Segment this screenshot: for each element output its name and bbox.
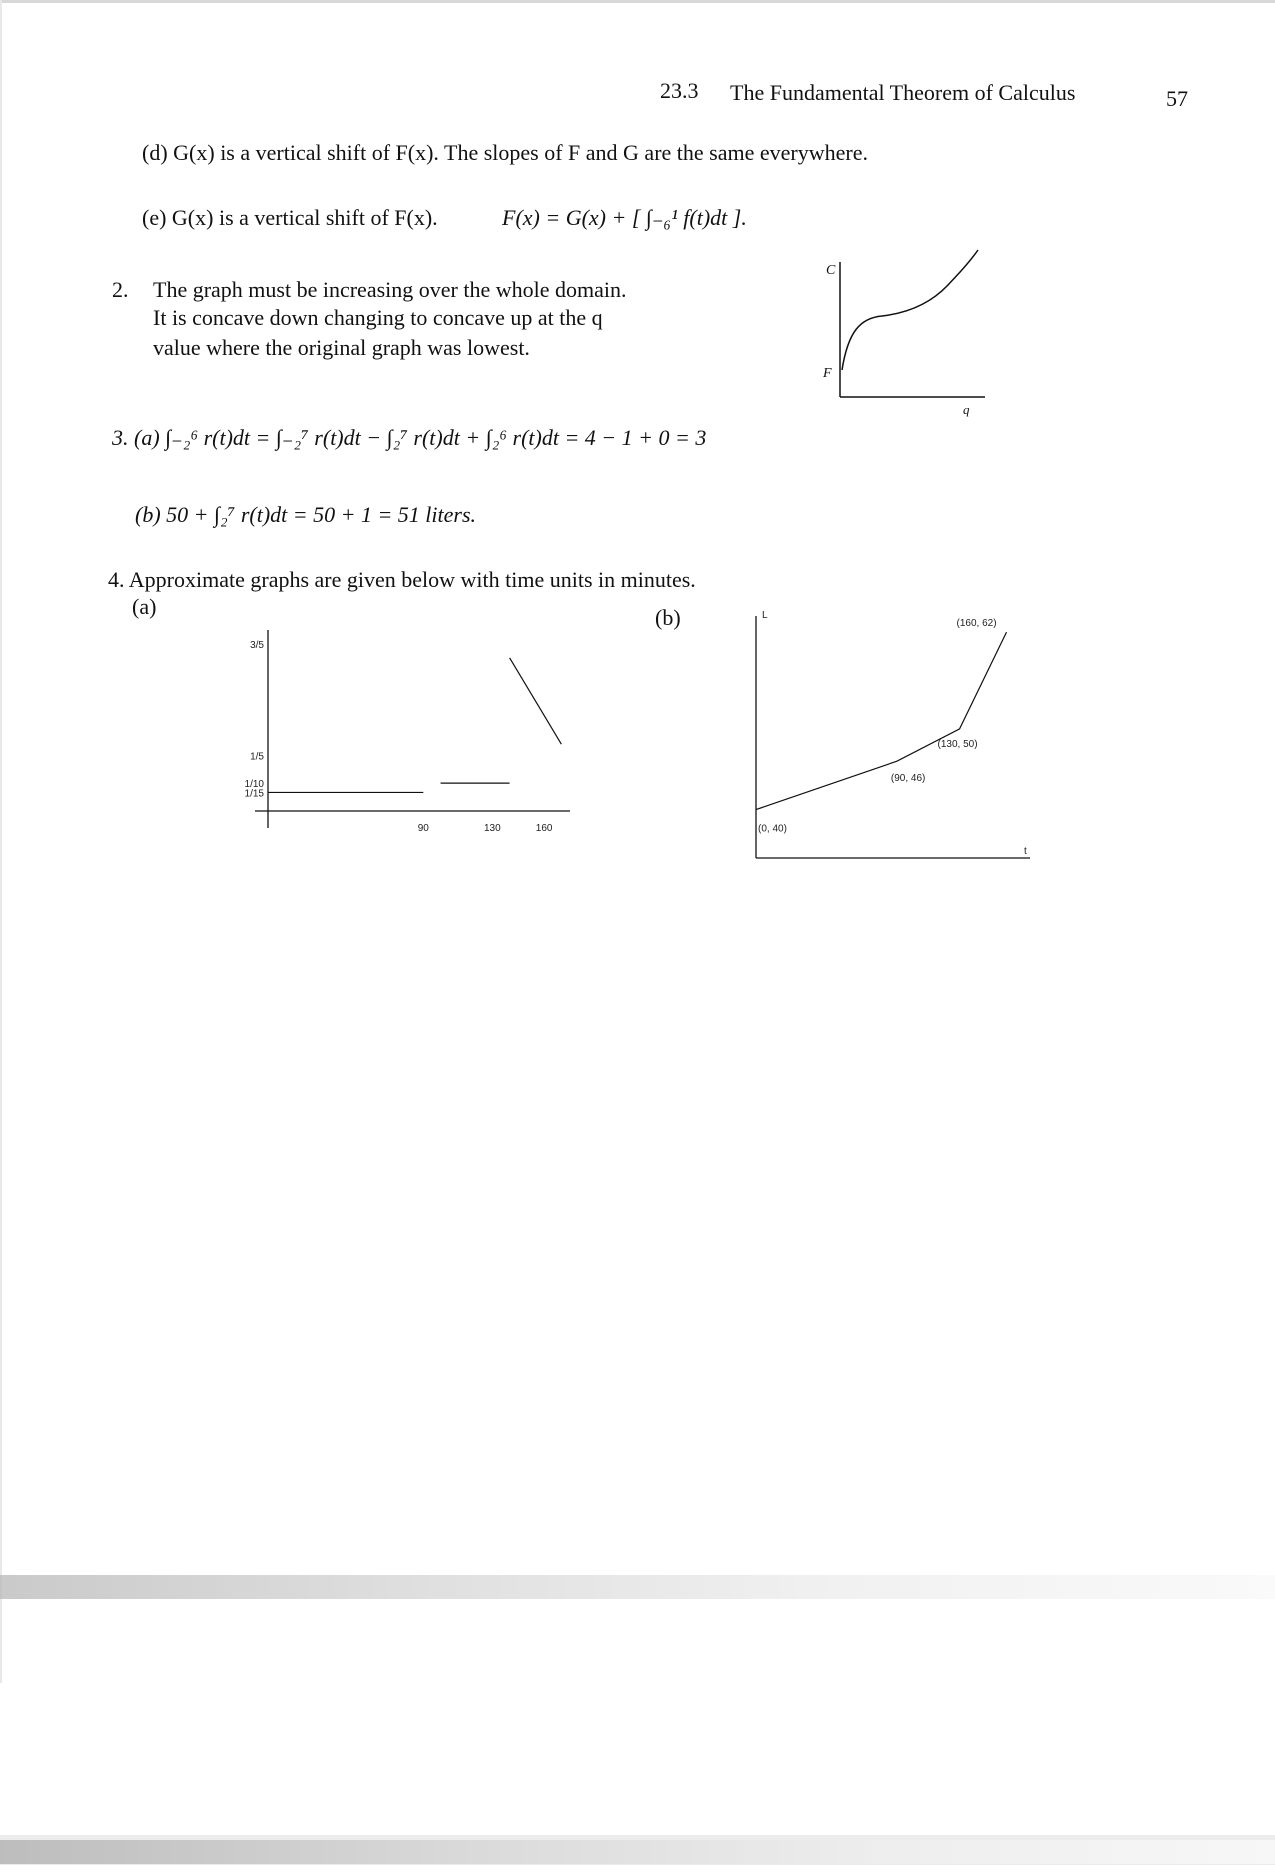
item3-b: (b) 50 + ∫₂⁷ r(t)dt = 50 + 1 = 51 liters. (135, 502, 477, 527)
page-title: The Fundamental Theorem of Calculus (730, 80, 1076, 105)
item4-a-label: (a) (132, 594, 157, 619)
item2-curve (842, 250, 978, 370)
item2-line2: It is concave down changing to concave up at the q (153, 305, 603, 330)
chart-a-y-tick-label: 1/5 (250, 751, 264, 763)
section-number: 23.3 (660, 78, 699, 103)
scan-top-edge (0, 0, 1275, 3)
chart-a-y-tick-label: 3/5 (250, 639, 264, 651)
scan-left-edge (0, 0, 2, 1683)
item1-d: (d) G(x) is a vertical shift of F(x). The slopes of F and G are the same everywhere. (142, 140, 868, 165)
chart-a-x-tick-label: 90 (417, 823, 429, 834)
chart-b-point-label: (0, 40) (758, 823, 787, 835)
item1-e-formula: F(x) = G(x) + [ ∫₋₆¹ f(t)dt ]. (502, 205, 747, 230)
chart-b-point-label: (90, 46) (890, 773, 926, 785)
bottom-scan-noise (0, 1575, 1275, 1599)
chart-a (240, 615, 590, 835)
item2-label-f: F (823, 366, 832, 381)
chart-b-point-label: (130, 50) (937, 738, 978, 750)
chart-a-y-tick-label: 1/15 (244, 788, 264, 800)
chart-b-x-axis-label: t (1024, 846, 1027, 857)
chart-a-series-3 (510, 658, 562, 744)
chart-b (750, 608, 1050, 878)
chart-a-y-tick-label: 1/10 (244, 779, 264, 791)
chart-a-x-tick-label: 160 (535, 823, 553, 834)
scan-artifact-strip (10, 1838, 1260, 1839)
chart-b-y-axis-label: L (762, 610, 768, 621)
item4-text: 4. Approximate graphs are given below with time units in minutes. (108, 567, 696, 592)
chart-a-x-tick-label: 130 (483, 823, 501, 834)
scan-noise (0, 1840, 1275, 1864)
chart-b-line (756, 632, 1007, 809)
item2-label-q: q (963, 402, 970, 417)
item2-label-c: C (826, 263, 836, 278)
item2-line3: value where the original graph was lowest. (153, 335, 530, 360)
item2-number: 2. (112, 277, 129, 302)
page-number: 57 (1166, 86, 1188, 111)
item1-e-text: (e) G(x) is a vertical shift of F(x). (142, 205, 438, 230)
item2-sketch-graph (820, 240, 1000, 410)
item2-line1: The graph must be increasing over the whole domain. (153, 277, 627, 302)
item4-b-label: (b) (655, 605, 681, 630)
item3-a: 3. (a) ∫₋₂⁶ r(t)dt = ∫₋₂⁷ r(t)dt − ∫₂⁷ r(t)dt + ∫₂⁶ r(t)dt = 4 − 1 + 0 = 3 (112, 425, 707, 450)
chart-b-point-label: (160, 62) (956, 618, 997, 630)
